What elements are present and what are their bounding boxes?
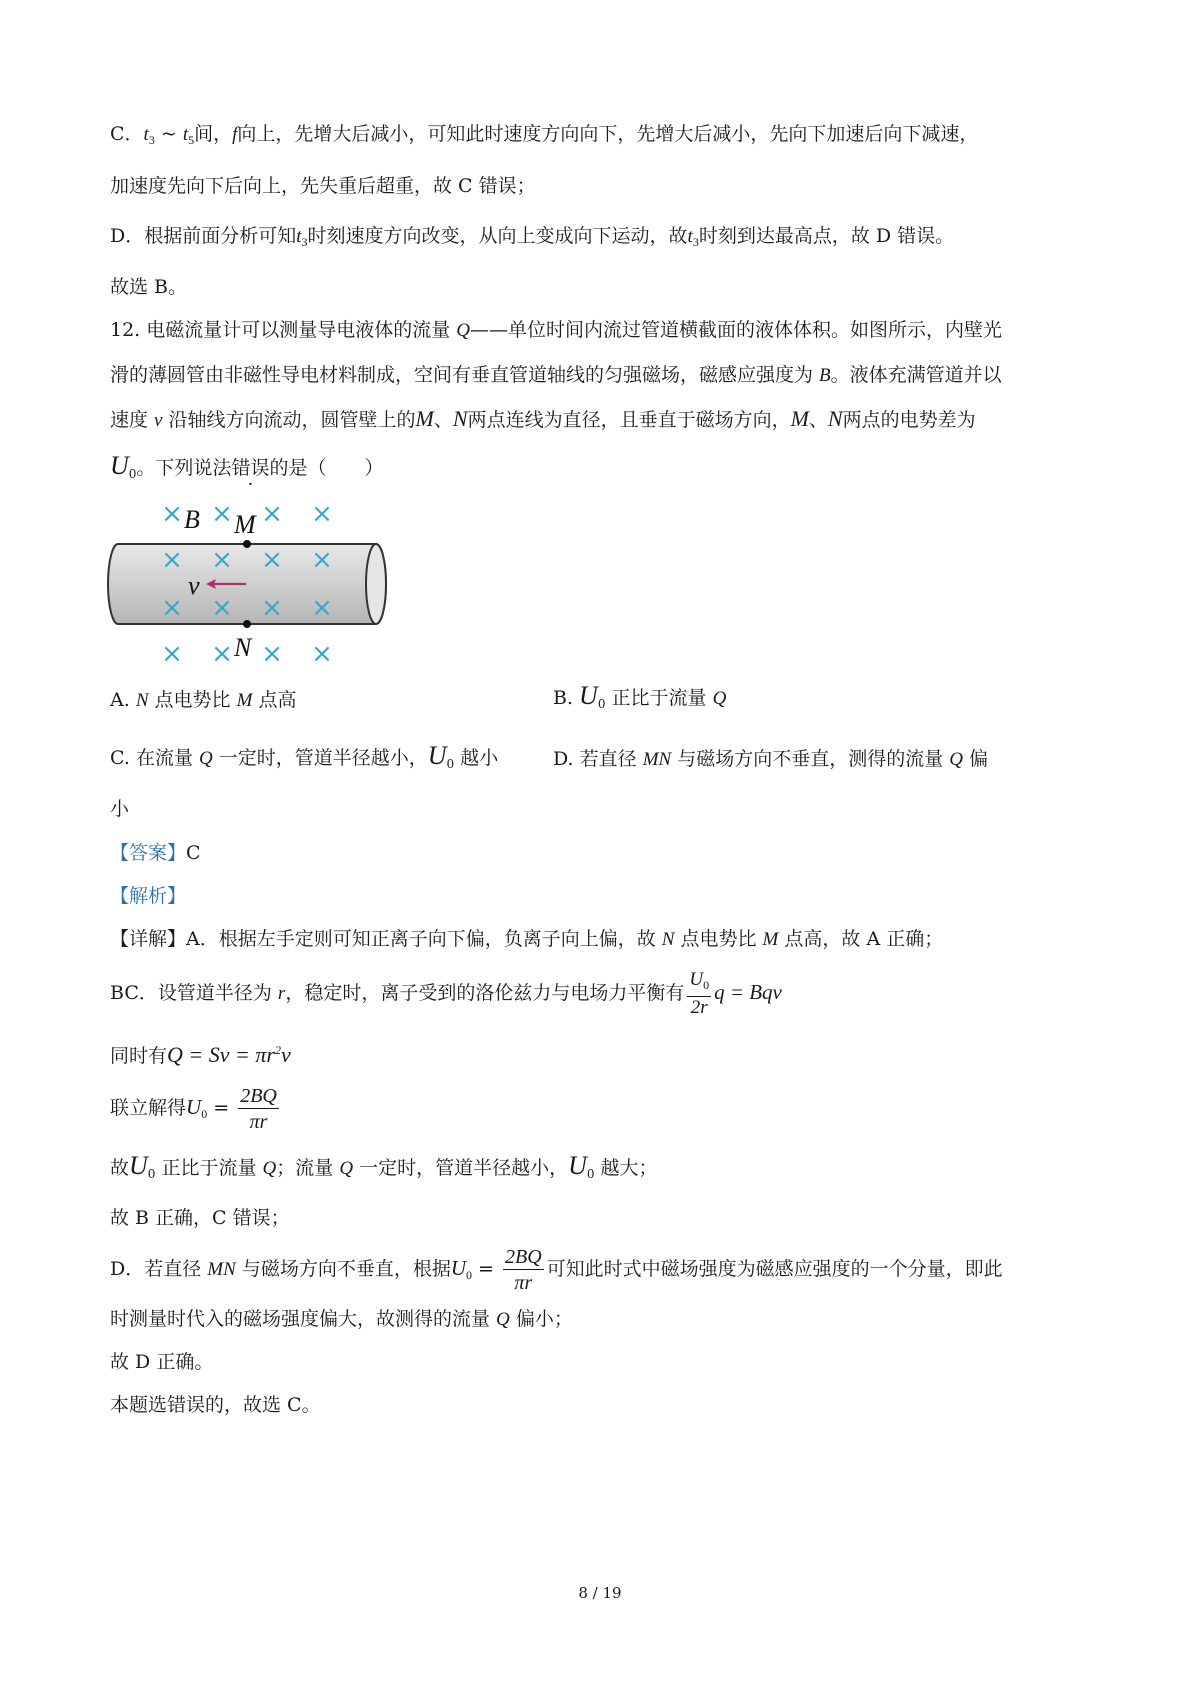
label-v: v: [188, 571, 200, 600]
field-cross-icon: ×: [261, 593, 283, 623]
page-number: 8 / 19: [578, 1584, 622, 1602]
text-line: 加速度先向下后向上，先失重后超重，故 C 错误；: [110, 175, 536, 197]
field-cross-icon: ×: [211, 500, 233, 529]
label-n: N: [234, 633, 252, 662]
option-d-continued: 小: [110, 798, 130, 820]
field-cross-icon: ×: [311, 545, 333, 575]
detail-flow: 同时有$Q = Sv = \pi r^2v$: [110, 1042, 291, 1067]
field-cross-icon: ×: [211, 545, 233, 575]
text-line: D．根据前面分析可知$t_3$时刻速度方向改变，从向上变成向下运动，故$t_3$时刻到达最高点，故 D 错误。: [110, 225, 955, 249]
detail-d: D．若直径 MN 与磁场方向不垂直，根据$U_0$ = $\frac{2BQ}{\pi r}$ 可知此时式中磁场强度为磁感应强度的一个分量，即此: [110, 1245, 1003, 1294]
option-b: B. $U_0$ 正比于流量 Q: [553, 681, 727, 711]
question-12-line: $U_0$。下列说法错误的是（ ）: [110, 451, 384, 481]
detail-conclusion: 故$U_0$ 正比于流量 Q；流量 Q 一定时，管道半径越小，$U_0$ 越大；: [110, 1151, 658, 1181]
question-12-line: 滑的薄圆管由非磁性导电材料制成，空间有垂直管道轴线的匀强磁场，磁感应强度为 B。液体充满管道并以: [110, 364, 1002, 386]
answer-line: 【答案】C: [110, 842, 201, 864]
detail-d-ok: 故 D 正确。: [110, 1351, 214, 1373]
detail-final: 本题选错误的，故选 C。: [110, 1394, 321, 1416]
point-n-dot: [243, 620, 251, 628]
field-cross-icon: ×: [311, 639, 333, 669]
detail-solve: 联立解得$U_0$ = $\frac{2BQ}{\pi r}$: [110, 1084, 277, 1133]
field-cross-icon: ×: [161, 639, 183, 669]
field-cross-icon: ×: [311, 500, 333, 529]
analysis-label: 【解析】: [110, 885, 187, 907]
field-cross-icon: ×: [261, 500, 283, 529]
field-cross-icon: ×: [211, 593, 233, 623]
flowmeter-diagram: [100, 500, 400, 680]
field-cross-icon: ×: [211, 639, 233, 669]
option-c: C. 在流量 Q 一定时，管道半径越小，$U_0$ 越小: [110, 741, 499, 771]
field-cross-icon: ×: [161, 545, 183, 575]
option-a: A. N 点电势比 M 点高: [110, 689, 297, 711]
pipe: [108, 544, 386, 624]
point-m-dot: [243, 540, 251, 548]
field-cross-icon: ×: [261, 545, 283, 575]
label-b: B: [184, 505, 200, 534]
detail-a: 【详解】A．根据左手定则可知正离子向下偏，负离子向上偏，故 N 点电势比 M 点高，故 A 正确；: [110, 928, 944, 950]
field-cross-icon: ×: [311, 593, 333, 623]
text-line: 故选 B。: [110, 276, 188, 298]
detail-b-ok: 故 B 正确，C 错误；: [110, 1207, 290, 1229]
label-m: M: [234, 510, 256, 539]
question-12-line: 速度 v 沿轴线方向流动，圆管壁上的M、N两点连线为直径，且垂直于磁场方向，M、N两点的电势差为: [110, 406, 976, 431]
text-line: C．$t_3$ ~ $t_5$间，f向上，先增大后减小，可知此时速度方向向下，先增大后减小，先向下加速后向下减速，: [110, 123, 979, 147]
question-12-line: 12. 电磁流量计可以测量导电液体的流量 Q——单位时间内流过管道横截面的液体体积。如图所示，内壁光: [110, 319, 1003, 341]
detail-d-cont: 时测量时代入的磁场强度偏大，故测得的流量 Q 偏小；: [110, 1308, 573, 1330]
detail-bc: BC．设管道半径为 r，稳定时，离子受到的洛伦兹力与电场力平衡有 $\frac{U_0}{2r}$ q = Bqv: [110, 969, 782, 1018]
option-d: D. 若直径 MN 与磁场方向不垂直，测得的流量 Q 偏: [553, 748, 989, 770]
field-cross-icon: ×: [161, 500, 183, 529]
field-cross-icon: ×: [161, 593, 183, 623]
field-cross-icon: ×: [261, 639, 283, 669]
answer-label: 【答案】: [110, 842, 187, 864]
